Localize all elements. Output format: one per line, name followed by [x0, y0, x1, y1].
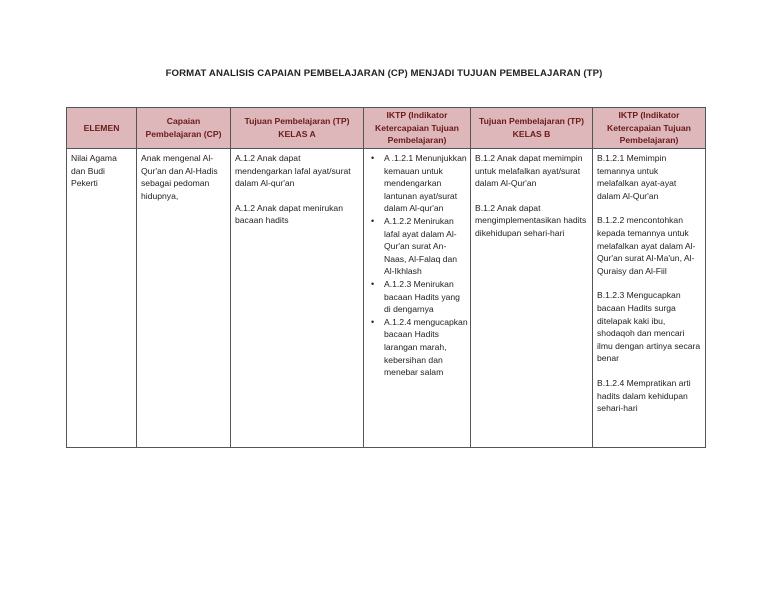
cell-tp-kelas-b [471, 149, 593, 448]
tp-a-item: A.1.2 Anak dapat menirukan bacaan hadits [235, 202, 343, 226]
iktp-b-item: B.1.2.3 Mengucapkan bacaan Hadits surga ditelapak kaki ibu, shodaqoh dan mencari ilmu dengan artinya secara benar [597, 290, 701, 364]
analysis-table [66, 107, 706, 448]
cell-cp [137, 149, 231, 448]
cell-iktp-kelas-b [593, 149, 706, 448]
iktp-a-item: • A.1.2.3 Menirukan bacaan Hadits yang di dengarnya [384, 278, 468, 316]
iktp-a-item: • A.1.2.4 mengucapkan bacaan Hadits larangan marah, kebersihan dan menebar salam [384, 316, 468, 379]
iktp-b-item: B.1.2.4 Mempratikan arti hadits dalam kehidupan sehari-hari [597, 377, 691, 414]
header-tp-kelas-a: Tujuan Pembelajaran (TP) KELAS A [231, 108, 364, 149]
tp-b-item: B.1.2 Anak dapat memimpin untuk melafalkan ayat/surat dalam Al-Qur'an [475, 153, 583, 189]
document-title: FORMAT ANALISIS CAPAIAN PEMBELAJARAN (CP) MENJADI TUJUAN PEMBELAJARAN (TP) [165, 68, 603, 79]
header-cp: Capaian Pembelajaran (CP) [137, 108, 231, 149]
cp-text: Anak mengenal Al-Qur'an dan Al-Hadis sebagai pedoman hidupnya, [141, 153, 218, 201]
iktp-b-item: B.1.2.1 Memimpin temannya untuk melafalkan ayat-ayat dalam Al-Qur'an [597, 153, 677, 201]
tp-a-item: A.1.2 Anak dapat mendengarkan lafal ayat/surat dalam Al-qur'an [235, 153, 351, 189]
header-iktp-kelas-b: IKTP (Indikator Ketercapaian Tujuan Pembelajaran) [593, 108, 706, 149]
cell-elemen [67, 149, 137, 448]
header-elemen: ELEMEN [67, 108, 137, 149]
tp-b-item: B.1.2 Anak dapat mengimplementasikan hadits dikehidupan sehari-hari [475, 202, 587, 238]
iktp-a-list [366, 152, 468, 379]
elemen-text: Nilai Agama dan Budi Pekerti [71, 153, 117, 189]
header-row [67, 108, 706, 149]
header-iktp-kelas-a: IKTP (Indikator Ketercapaian Tujuan Pembelajaran) [364, 108, 471, 149]
iktp-a-item: • A.1.2.2 Menirukan lafal ayat dalam Al-Qur'an surat An-Naas, Al-Falaq dan Al-Ikhlash [384, 215, 468, 278]
table-row [67, 149, 706, 448]
iktp-a-item: • A .1.2.1 Menunjukkan kemauan untuk mendengarkan lantunan ayat/surat dalam Al-qur'an [384, 152, 468, 215]
cell-iktp-kelas-a [364, 149, 471, 448]
header-tp-kelas-b: Tujuan Pembelajaran (TP) KELAS B [471, 108, 593, 149]
cell-tp-kelas-a [231, 149, 364, 448]
iktp-b-item: B.1.2.2 mencontohkan kepada temannya untuk melafalkan ayat dalam Al-Qur'an surat Al-Ma'un, Al-Quraisy dan Al-Fiil [597, 215, 696, 276]
